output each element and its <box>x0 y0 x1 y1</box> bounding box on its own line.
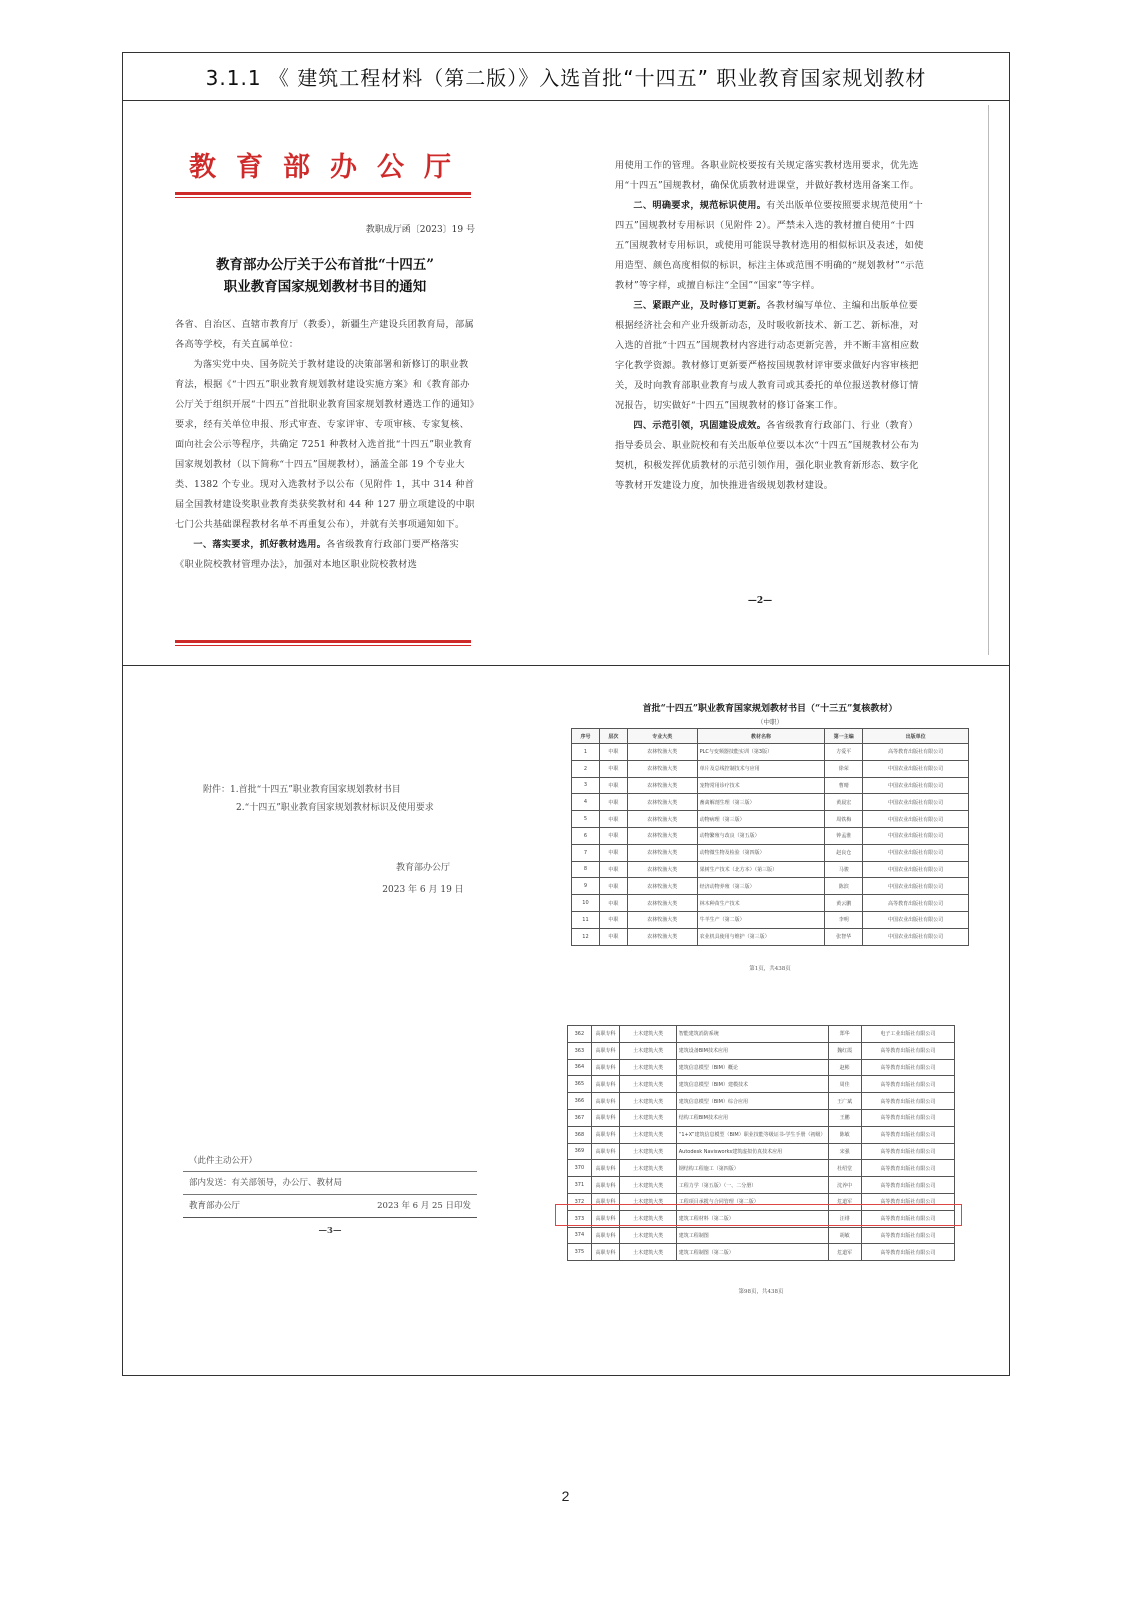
table-1-cell: 曹晴 <box>825 777 863 794</box>
table-2-cell: 土木建筑大类 <box>620 1093 676 1110</box>
table-2-cell: 工程力学（第五版）（一、二分册） <box>676 1177 828 1194</box>
attachment-1: 附件：1.首批“十四五”职业教育国家规划教材书目 <box>203 785 401 795</box>
table-1-cell: 动物病理（第三版） <box>697 811 825 828</box>
table-2-cell: 373 <box>568 1210 592 1227</box>
table-2-cell: 土木建筑大类 <box>620 1227 676 1244</box>
table-1-row <box>572 794 969 811</box>
table-1-row <box>572 827 969 844</box>
table-2-cell: 土木建筑大类 <box>620 1109 676 1126</box>
table-2-row <box>568 1042 955 1059</box>
table-2-cell: 高职专科 <box>591 1193 620 1210</box>
table-2-cell: 365 <box>568 1076 592 1093</box>
table-1-row <box>572 777 969 794</box>
table-1-block <box>571 701 969 972</box>
table-2-cell: 土木建筑大类 <box>620 1210 676 1227</box>
table-1-row <box>572 811 969 828</box>
table-2-cell: “1+X”建筑信息模型（BIM）职业技能等级证书-学生手册（初级） <box>676 1126 828 1143</box>
table-2-cell: 375 <box>568 1244 592 1261</box>
section-heading: 3.1.1 《 建筑工程材料（第二版）》入选首批“十四五” 职业教育国家规划教材 <box>123 53 1009 101</box>
table-1-cell: 中国农业出版社有限公司 <box>863 827 969 844</box>
table-2-cell: 高等教育出版社有限公司 <box>861 1244 954 1261</box>
section-2-body: 有关出版单位要按照要求规范使用“十四五”国规教材专用标识（见附件 2）。严禁未入选的教材擅自使用“十四五”国规教材专用标识，或使用可能误导教材选用的相似标识及表述，如使用造型、颜色高度相似的标识，标注主体或范围不明确的“规划教材”“示范教材”等字样，或擅自标注“全国”“国家”等字样。 <box>615 200 925 291</box>
table-2-cell: 高职专科 <box>591 1126 620 1143</box>
table-2-row <box>568 1143 955 1160</box>
table-2-cell: 周佳 <box>828 1076 861 1093</box>
red-rule-top-thin <box>175 197 471 198</box>
table-2-cell: 363 <box>568 1042 592 1059</box>
table-2-block <box>567 1025 955 1295</box>
table-1-cell: 农林牧渔大类 <box>627 844 697 861</box>
print-date: 2023 年 6 月 25 日印发 <box>377 1201 471 1211</box>
table-2-cell: 王鹏 <box>828 1109 861 1126</box>
table-1-header-cell: 专业大类 <box>627 729 697 744</box>
table-2-cell: 建筑工程制图（第二版） <box>676 1244 828 1261</box>
table-1-cell: 中国农业出版社有限公司 <box>863 878 969 895</box>
table-2-cell: 土木建筑大类 <box>620 1160 676 1177</box>
table-2-cell: 高等教育出版社有限公司 <box>861 1093 954 1110</box>
table-1-cell: 7 <box>572 844 600 861</box>
table-1-cell: 高等教育出版社有限公司 <box>863 895 969 912</box>
notice-body-cont <box>615 156 925 496</box>
table-1-cell: 黄晨宏 <box>825 794 863 811</box>
table-1-cell: 中国农业出版社有限公司 <box>863 861 969 878</box>
table-1-row <box>572 844 969 861</box>
table-1-cell: 6 <box>572 827 600 844</box>
table-1-cell: 中国农业出版社有限公司 <box>863 844 969 861</box>
table-2-cell: 危道军 <box>828 1244 861 1261</box>
table-1-cell: 中职 <box>599 895 627 912</box>
notice-title-line-1: 教育部办公厅关于公布首批“十四五” <box>215 257 435 273</box>
table-1-cell: 农林牧渔大类 <box>627 744 697 761</box>
table-1-cell: 9 <box>572 878 600 895</box>
table-1-cell: 3 <box>572 777 600 794</box>
section-1-heading: 一、落实要求，抓好教材选用。 <box>193 539 327 550</box>
table-2-cell: 汪绯 <box>828 1210 861 1227</box>
table-1-cell: 赵良仓 <box>825 844 863 861</box>
table-2-cell: 钢结构工程施工（第四版） <box>676 1160 828 1177</box>
table-1-cell: 4 <box>572 794 600 811</box>
table-2-cell: 高职专科 <box>591 1042 620 1059</box>
section-2-heading: 二、明确要求，规范标识使用。 <box>633 200 767 211</box>
table-1-header-cell: 教材名称 <box>697 729 825 744</box>
table-1-cell: 钟孟淮 <box>825 827 863 844</box>
cc-line: 部内发送：有关部领导，办公厅、教材局 <box>183 1171 477 1194</box>
page-number: 2 <box>561 1488 570 1504</box>
table-1-cell: 5 <box>572 811 600 828</box>
table-2-cell: 建筑信息模型（BIM）概论 <box>676 1059 828 1076</box>
table-1-header-cell: 序号 <box>572 729 600 744</box>
table-2-cell: 高职专科 <box>591 1244 620 1261</box>
table-2-cell: 372 <box>568 1193 592 1210</box>
table-1-cell: 中国农业出版社有限公司 <box>863 760 969 777</box>
table-1-cell: 动物繁殖与改良（第五版） <box>697 827 825 844</box>
table-2-cell: 郑华 <box>828 1026 861 1043</box>
table-2-cell: 建筑信息模型（BIM）综合应用 <box>676 1093 828 1110</box>
table-1-cell: 中职 <box>599 928 627 945</box>
red-rule-bottom-thin <box>175 645 471 646</box>
table-1-cell: 中国农业出版社有限公司 <box>863 777 969 794</box>
table-1-cell: 12 <box>572 928 600 945</box>
table-1-cell: 农林牧渔大类 <box>627 911 697 928</box>
table-1-title: 首批“十四五”职业教育国家规划教材书目（“十三五”复核教材） <box>642 704 898 714</box>
printer: 教育部办公厅 <box>189 1201 241 1211</box>
table-2-cell: 胡敏 <box>828 1227 861 1244</box>
table-2-cell: 电子工业出版社有限公司 <box>861 1026 954 1043</box>
table-2-row <box>568 1126 955 1143</box>
doc-page-2-number: —2— <box>747 596 773 606</box>
table-1-cell: 徐荣 <box>825 760 863 777</box>
table-1-cell: 中国农业出版社有限公司 <box>863 928 969 945</box>
table-2-cell: 土木建筑大类 <box>620 1059 676 1076</box>
table-1-cell: 农林牧渔大类 <box>627 794 697 811</box>
table-1-cell: 农林牧渔大类 <box>627 878 697 895</box>
doc-page-2 <box>615 156 925 606</box>
table-2-cell: 土木建筑大类 <box>620 1026 676 1043</box>
table-2-cell: 宋强 <box>828 1143 861 1160</box>
table-2-cell: 高等教育出版社有限公司 <box>861 1042 954 1059</box>
table-2-cell: 结构工程BIM技术应用 <box>676 1109 828 1126</box>
table-1-cell: 果树生产技术（北方本）（第三版） <box>697 861 825 878</box>
table-1-cell: 单片及总线控制技术与应用 <box>697 760 825 777</box>
table-2-cell: 危道军 <box>828 1193 861 1210</box>
table-1-row <box>572 878 969 895</box>
table-2-cell: 土木建筑大类 <box>620 1042 676 1059</box>
red-rule-top <box>175 192 471 195</box>
table-1-row <box>572 928 969 945</box>
table-1-cell: 农林牧渔大类 <box>627 928 697 945</box>
highlight-box <box>555 1204 962 1226</box>
table-1-cell: 农林牧渔大类 <box>627 861 697 878</box>
table-1-cell: 农林牧渔大类 <box>627 827 697 844</box>
table-2-cell: 366 <box>568 1093 592 1110</box>
table-2-cell: 370 <box>568 1160 592 1177</box>
table-1-cell: 中职 <box>599 811 627 828</box>
table-2-cell: 高等教育出版社有限公司 <box>861 1076 954 1093</box>
page-edge-line <box>988 105 989 655</box>
table-1-subtitle: （中职） <box>757 718 783 726</box>
table-1-header-cell: 层次 <box>599 729 627 744</box>
table-1-cell: PLC与变频器技能实训（第3版） <box>697 744 825 761</box>
table-1-cell: 农林牧渔大类 <box>627 895 697 912</box>
table-1-cell: 农林牧渔大类 <box>627 777 697 794</box>
table-1-cell: 张智华 <box>825 928 863 945</box>
section-1 <box>175 535 475 575</box>
table-1-cell: 中职 <box>599 794 627 811</box>
table-2-row <box>568 1026 955 1043</box>
table-1-cell: 动物微生物及检验（第四版） <box>697 844 825 861</box>
table-1-cell: 黄云鹏 <box>825 895 863 912</box>
table-1-cell: 中职 <box>599 777 627 794</box>
table-2-cell: 土木建筑大类 <box>620 1244 676 1261</box>
table-1-cell: 林木种苗生产技术 <box>697 895 825 912</box>
middle-divider <box>123 665 1009 666</box>
table-2-cell: 高等教育出版社有限公司 <box>861 1210 954 1227</box>
table-1-cell: 中职 <box>599 844 627 861</box>
table-2-cell: 362 <box>568 1026 592 1043</box>
section-4-body: 各省级教育行政部门、行业（教育）指导委员会、职业院校和有关出版单位要以本次“十四五”国规教材公布为契机，积极发挥优质教材的示范引领作用，强化职业教育新形态、数字化等教材开发建设力度，加快推进省级规划教材建设。 <box>615 420 920 491</box>
paragraph-1: 为落实党中央、国务院关于教材建设的决策部署和新修订的职业教育法，根据《“十四五”职业教育规划教材建设实施方案》和《教育部办公厅关于组织开展“十四五”首批职业教育国家规划教材遴选工作的通知》要求，经有关单位申报、形式审查、专家评审、专项审核、专家复核、面向社会公示等程序，共确定 7251 种教材入选首批“十四五”职业教育国家规划教材（以下简称“十四五”国规教材），涵盖全部 19 个专业大类、1382 个专业。现对入选教材予以公布（见附件 1，其中 314 种首届全国教材建设奖职业教育类获奖教材和 44 种 127 册立项建设的中职七门公共基础课程教材名单不再重复公布），并就有关事项通知如下。 <box>175 359 475 530</box>
table-1-cell: 农业机具使用与维护（第三版） <box>697 928 825 945</box>
table-2-cell: 赵彬 <box>828 1059 861 1076</box>
table-1-row <box>572 895 969 912</box>
table-1 <box>571 728 969 946</box>
table-1-row <box>572 861 969 878</box>
table-1-cell: 中职 <box>599 744 627 761</box>
table-1-cell: 中职 <box>599 827 627 844</box>
table-1-cell: 方爱平 <box>825 744 863 761</box>
table-2-cell: 369 <box>568 1143 592 1160</box>
red-rule-bottom <box>175 640 471 643</box>
table-2-cell: 高等教育出版社有限公司 <box>861 1143 954 1160</box>
section-4 <box>615 416 925 496</box>
table-2-cell: 智能建筑消防系统 <box>676 1026 828 1043</box>
table-2-cell: 高等教育出版社有限公司 <box>861 1059 954 1076</box>
section-4-heading: 四、示范引领，巩固建设成效。 <box>633 420 767 431</box>
attachment-2: 2.“十四五”职业教育国家规划教材标识及使用要求 <box>236 803 434 813</box>
table-1-cell: 中国农业出版社有限公司 <box>863 911 969 928</box>
issuer: 教育部办公厅 <box>395 863 450 873</box>
table-2-cell: 建筑工程制图 <box>676 1227 828 1244</box>
table-2-cell: 高职专科 <box>591 1143 620 1160</box>
table-2-cell: 建筑设备BIM技术应用 <box>676 1042 828 1059</box>
table-2-cell: 高职专科 <box>591 1160 620 1177</box>
print-line <box>183 1194 477 1218</box>
table-2-cell: 高职专科 <box>591 1109 620 1126</box>
table-2-row <box>568 1244 955 1261</box>
doc-page-1 <box>175 145 475 575</box>
table-2-cell: Autodesk Navisworks建筑虚拟仿真技术应用 <box>676 1143 828 1160</box>
table-2-cell: 374 <box>568 1227 592 1244</box>
table-1-cell: 中职 <box>599 878 627 895</box>
document-number: 教职成厅函〔2023〕19 号 <box>365 225 475 235</box>
table-2-row <box>568 1076 955 1093</box>
table-2-row <box>568 1059 955 1076</box>
table-1-cell: 宠物常用诊疗技术 <box>697 777 825 794</box>
table-1-cell: 高等教育出版社有限公司 <box>863 744 969 761</box>
table-2-cell: 高职专科 <box>591 1059 620 1076</box>
table-1-cell: 1 <box>572 744 600 761</box>
table-1-cell: 中国农业出版社有限公司 <box>863 794 969 811</box>
table-1-cell: 马骏 <box>825 861 863 878</box>
table-2-cell: 高等教育出版社有限公司 <box>861 1227 954 1244</box>
table-2-footer: 第98页，共438页 <box>738 1289 784 1296</box>
table-1-cell: 11 <box>572 911 600 928</box>
table-1-cell: 2 <box>572 760 600 777</box>
table-2-cell: 土木建筑大类 <box>620 1076 676 1093</box>
continued-paragraph: 用使用工作的管理。各职业院校要按有关规定落实教材选用要求，优先选用“十四五”国规教材，确保优质教材进课堂，并做好教材选用备案工作。 <box>615 160 920 191</box>
table-2-cell: 高等教育出版社有限公司 <box>861 1160 954 1177</box>
table-1-cell: 陈滨 <box>825 878 863 895</box>
table-1-header-cell: 第一主编 <box>825 729 863 744</box>
doc-page-3-footer <box>183 1151 477 1236</box>
table-2-cell: 高职专科 <box>591 1227 620 1244</box>
address-line: 各省、自治区、直辖市教育厅（教委），新疆生产建设兵团教育局，部属各高等学校，有关直属单位： <box>175 319 474 350</box>
table-1-cell: 李明 <box>825 911 863 928</box>
section-2 <box>615 196 925 296</box>
table-1-cell: 畜禽解剖生理（第三版） <box>697 794 825 811</box>
table-2-cell: 高职专科 <box>591 1210 620 1227</box>
table-2-cell: 367 <box>568 1109 592 1126</box>
table-2-cell: 工程项目承揽与合同管理（第二版） <box>676 1193 828 1210</box>
table-2-cell: 364 <box>568 1059 592 1076</box>
table-1-cell: 10 <box>572 895 600 912</box>
table-1-row <box>572 744 969 761</box>
table-2-cell: 陈敏 <box>828 1126 861 1143</box>
table-1-row <box>572 760 969 777</box>
table-1-cell: 农林牧渔大类 <box>627 811 697 828</box>
table-2-cell: 高等教育出版社有限公司 <box>861 1193 954 1210</box>
table-1-cell: 周铁梅 <box>825 811 863 828</box>
table-2-cell: 高职专科 <box>591 1076 620 1093</box>
table-2-cell: 土木建筑大类 <box>620 1126 676 1143</box>
table-2-cell: 沈养中 <box>828 1177 861 1194</box>
table-2-cell: 高等教育出版社有限公司 <box>861 1109 954 1126</box>
table-2-cell: 高等教育出版社有限公司 <box>861 1126 954 1143</box>
table-2-cell: 土木建筑大类 <box>620 1143 676 1160</box>
table-2-row <box>568 1227 955 1244</box>
doc-page-3-number: —3— <box>318 1226 342 1236</box>
table-1-row <box>572 911 969 928</box>
table-2-row <box>568 1177 955 1194</box>
table-2-cell: 高职专科 <box>591 1026 620 1043</box>
issue-date: 2023 年 6 月 19 日 <box>382 885 464 895</box>
table-2-row <box>568 1093 955 1110</box>
table-1-cell: 中职 <box>599 911 627 928</box>
table-2-cell: 高职专科 <box>591 1093 620 1110</box>
table-2-cell: 建筑信息模型（BIM）建模技术 <box>676 1076 828 1093</box>
content-frame <box>122 52 1010 1376</box>
table-2-cell: 魏红霞 <box>828 1042 861 1059</box>
table-2-cell: 371 <box>568 1177 592 1194</box>
table-1-cell: 中职 <box>599 760 627 777</box>
table-2-cell: 杜绍堂 <box>828 1160 861 1177</box>
table-2-cell: 368 <box>568 1126 592 1143</box>
table-2-row <box>568 1109 955 1126</box>
public-note: （此件主动公开） <box>189 1156 258 1166</box>
table-2-row <box>568 1160 955 1177</box>
section-1-body: 各省级教育行政部门要严格落实《职业院校教材管理办法》，加强对本地区职业院校教材选 <box>175 539 460 570</box>
table-1-cell: 经济动物养殖（第三版） <box>697 878 825 895</box>
table-1-footer: 第1页，共438页 <box>749 965 791 972</box>
table-2-cell: 建筑工程材料（第二版） <box>676 1210 828 1227</box>
notice-body <box>175 315 475 575</box>
table-1-cell: 牛羊生产（第二版） <box>697 911 825 928</box>
table-1-cell: 8 <box>572 861 600 878</box>
doc-page-3 <box>203 781 503 895</box>
office-title: 教育部办公厅 <box>189 152 471 183</box>
table-2-cell: 土木建筑大类 <box>620 1193 676 1210</box>
table-2-cell: 高等教育出版社有限公司 <box>861 1177 954 1194</box>
section-3-heading: 三、紧跟产业，及时修订更新。 <box>633 300 767 311</box>
table-1-cell: 中国农业出版社有限公司 <box>863 811 969 828</box>
notice-title-line-2: 职业教育国家规划教材书目的通知 <box>223 279 427 295</box>
section-3-body: 各教材编写单位、主编和出版单位要根据经济社会和产业升级新动态，及时吸收新技术、新工艺、新标准，对入选的首批“十四五”国规教材内容进行动态更新完善，并不断丰富相应数字化教学资源。教材修订更新要严格按国规教材评审要求做好内容审核把关，及时向教育部职业教育与成人教育司或其委托的单位报送教材修订情况报告，切实做好“十四五”国规教材的修订备案工作。 <box>615 300 920 411</box>
table-1-cell: 农林牧渔大类 <box>627 760 697 777</box>
table-2-cell: 土木建筑大类 <box>620 1177 676 1194</box>
table-2-cell: 王广斌 <box>828 1093 861 1110</box>
section-3 <box>615 296 925 416</box>
table-1-cell: 中职 <box>599 861 627 878</box>
table-1-header-cell: 出版单位 <box>863 729 969 744</box>
table-2-cell: 高职专科 <box>591 1177 620 1194</box>
